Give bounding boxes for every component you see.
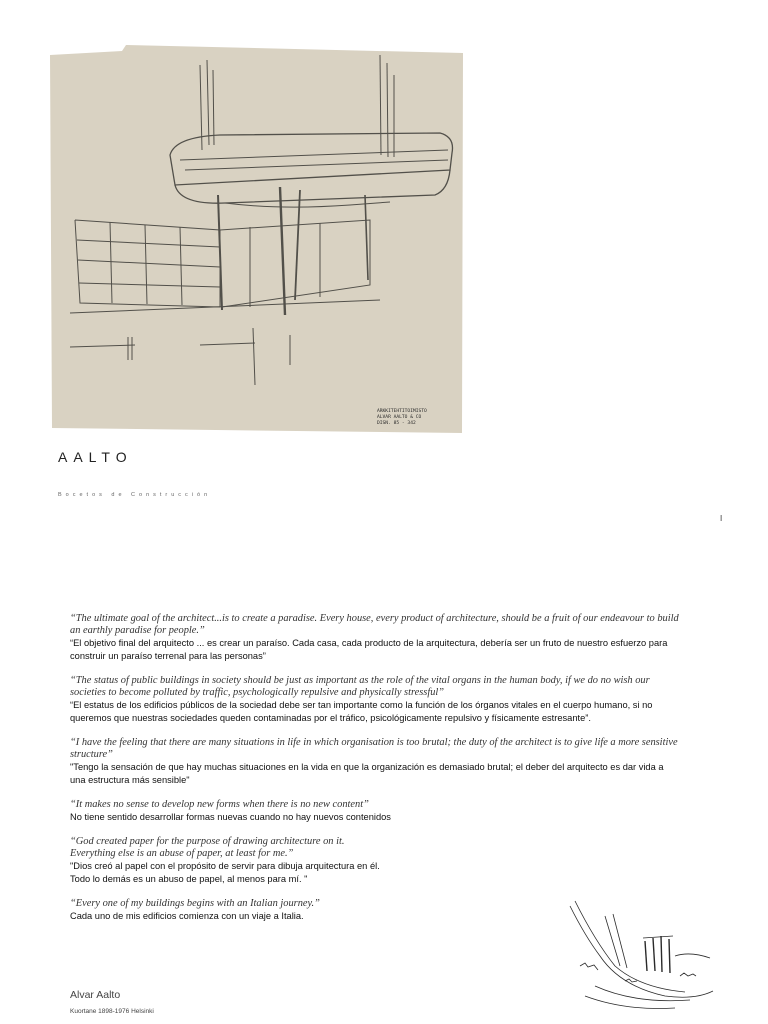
quote-english: “God created paper for the purpose of drawing architecture on it. Everything else is an abuse of paper, at least for me.” [70,836,345,859]
quote-english: “The ultimate goal of the architect...is to create a paradise. Every house, every product of architecture, should be a fruit of our endeavour to build an earthly paradise for people.” [70,613,679,636]
quote-spanish: Cada uno de mis edificios comienza con un viaje a Italia. [70,911,304,921]
stamp-line-3: DISN. 85 - 342 [377,421,416,426]
quote-item [70,613,720,663]
architectural-sketch [50,45,463,433]
page-subtitle: Bocetos de Construcción [58,492,212,498]
quote-item [70,799,720,824]
quote-item [70,675,720,725]
quote-spanish: “El estatus de los edificios públicos de la sociedad debe ser tan importante como la función de los órganos vitales en el cuerpo humano, si no queremos que nuestras sociedades queden contaminadas por el tráfico, psicológicamente repulsivo y físicamente estresante”. [70,700,653,723]
page-marker: I [720,514,723,523]
quote-spanish: No tiene sentido desarrollar formas nuevas cuando no hay nuevos contenidos [70,812,391,822]
quote-spanish: "Dios creó al papel con el propósito de servir para dibuja arquitectura en él. Todo lo demás es un abuso de papel, al menos para mí. " [70,861,380,884]
quotes-list [70,613,720,935]
author-bio: Kuortane 1898-1976 Helsinki [70,1008,154,1015]
ruins-sketch [565,896,715,1014]
stamp-line-2: ALVAR AALTO & CO [377,415,422,420]
quote-spanish: "Tengo la sensación de que hay muchas situaciones en la vida en que la organización es demasiado brutal; el deber del arquitecto es dar vida a una estructura más sensible" [70,762,664,785]
quote-english: “It makes no sense to develop new forms when there is no new content” [70,799,369,810]
quote-item [70,836,720,886]
quote-english: “The status of public buildings in society should be just as important as the role of the vital organs in the human body, if we do no wish our societies to become polluted by traffic, psychologically repulsive and physically stressful” [70,675,650,698]
page-title: AALTO [58,449,133,465]
quote-english: “I have the feeling that there are many situations in life in which organisation is too brutal; the duty of the architect is to give life a more sensitive structure” [70,737,678,760]
quote-english: “Every one of my buildings begins with an Italian journey.” [70,898,320,909]
author-name: Alvar Aalto [70,989,121,1001]
quote-spanish: “El objetivo final del arquitecto ... es crear un paraíso. Cada casa, cada producto de la arquitectura, debería ser un fruto de nuestro esfuerzo para construir un paraíso terrenal para las personas” [70,638,668,661]
quote-item [70,737,720,787]
stamp-line-1: ARKKITEHTITOIMISTO [377,409,427,414]
